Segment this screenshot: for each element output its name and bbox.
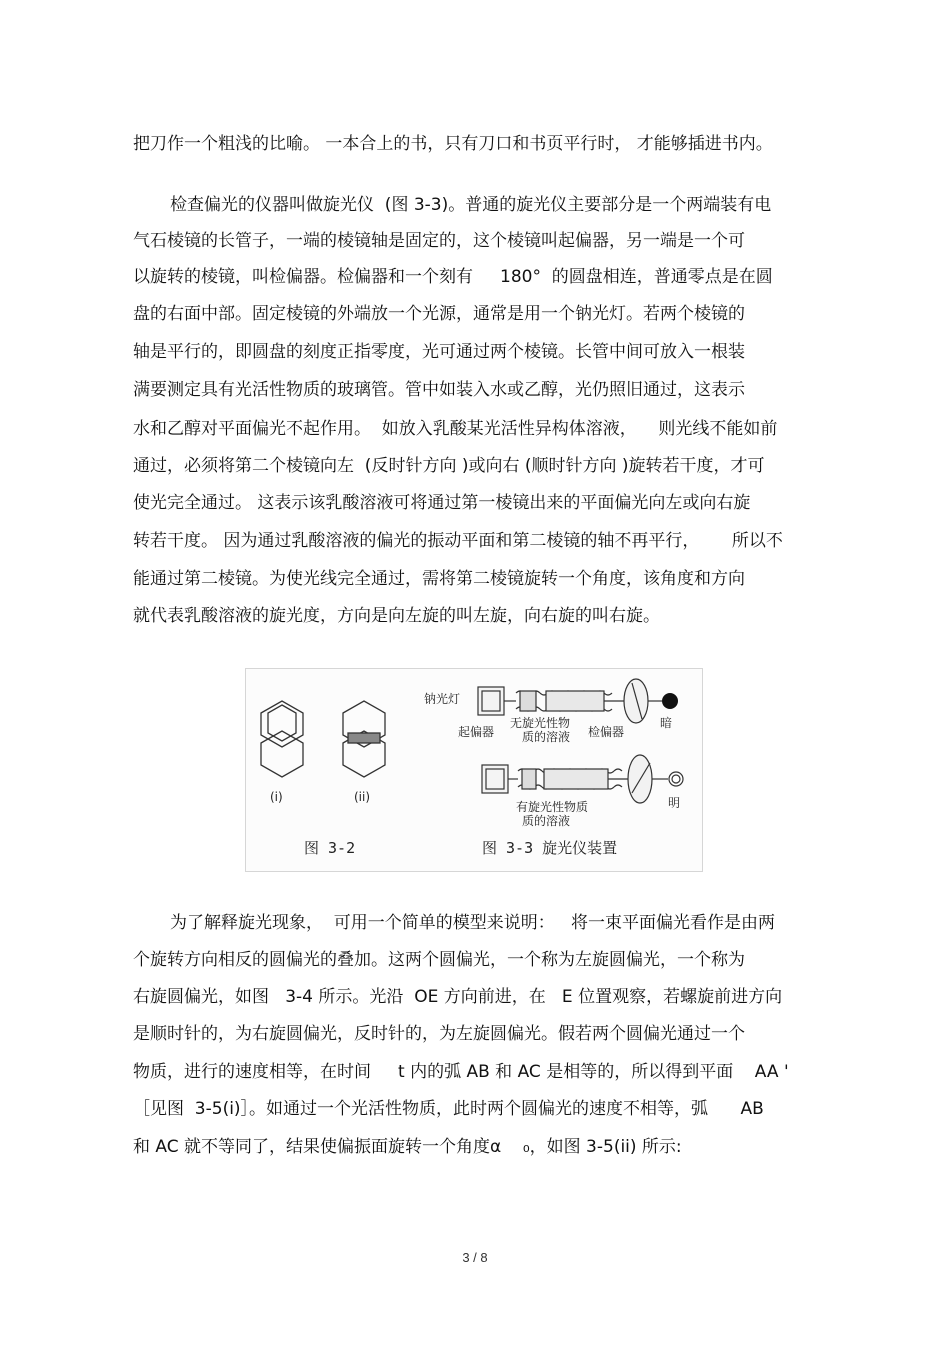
label-analyzer: 检偏器	[588, 725, 625, 739]
hexagon-pair-i	[261, 701, 303, 777]
paragraph-line: 物质，进行的速度相等，在时间 t 内的弧 AB 和 AC 是相等的，所以得到平面 AA '	[133, 1062, 789, 1082]
paragraph-line: 右旋圆偏光，如图 3-4 所示。光沿 OE 方向前进，在 E 位置观察，若螺旋前进方向	[133, 987, 783, 1007]
paragraph-line: 个旋转方向相反的圆偏光的叠加。这两个圆偏光，一个称为左旋圆偏光，一个称为	[133, 950, 745, 970]
paragraph-line: 和 AC 就不等同了，结果使偏振面旋转一个角度α ₀，如图 3-5(ii) 所示:	[133, 1137, 682, 1157]
label-no-optical-2: 质的溶液	[522, 730, 571, 744]
page-number: 3 / 8	[462, 1250, 488, 1265]
paragraph-line: 能通过第二棱镜。为使光线完全通过，需将第二棱镜旋转一个角度，该角度和方向	[133, 569, 745, 589]
dark-dot-icon	[662, 693, 678, 709]
paragraph-line: 为了解释旋光现象， 可用一个简单的模型来说明： 将一束平面偏光看作是由两	[170, 913, 776, 933]
apparatus-bottom	[482, 755, 683, 803]
paragraph-line: 把刀作一个粗浅的比喻。 一本合上的书，只有刀口和书页平行时， 才能够插进书内。	[133, 134, 773, 154]
paragraph-line: 通过，必须将第二个棱镜向左 (反时针方向 )或向右 (顺时针方向 )旋转若干度，才可	[133, 456, 765, 476]
caption-fig-3-2: 图 3-2	[304, 839, 356, 857]
paragraph-line: 盘的右面中部。固定棱镜的外端放一个光源，通常是用一个钠光灯。若两个棱镜的	[133, 304, 745, 324]
figure-label-ii: (ii)	[354, 790, 371, 804]
label-optical-1: 有旋光性物质	[516, 800, 589, 814]
paragraph-line: 转若干度。 因为通过乳酸溶液的偏光的振动平面和第二棱镜的轴不再平行， 所以不	[133, 531, 783, 551]
figure-drawing	[246, 669, 702, 871]
figure-label-i: (i)	[270, 790, 283, 804]
label-dark: 暗	[660, 716, 673, 730]
label-no-optical-1: 无旋光性物	[510, 716, 571, 730]
caption-fig-3-3: 图 3-3 旋光仪装置	[482, 839, 618, 857]
paragraph-line: 水和乙醇对平面偏光不起作用。 如放入乳酸某光活性异构体溶液， 则光线不能如前	[133, 419, 778, 439]
paragraph-line: 检查偏光的仪器叫做旋光仪 (图 3-3)。普通的旋光仪主要部分是一个两端装有电	[170, 195, 772, 215]
label-sodium-lamp: 钠光灯	[424, 692, 461, 706]
paragraph-line: 气石棱镜的长管子，一端的棱镜轴是固定的，这个棱镜叫起偏器，另一端是一个可	[133, 231, 745, 251]
paragraph-line: 使光完全通过。 这表示该乳酸溶液可将通过第一棱镜出来的平面偏光向左或向右旋	[133, 493, 751, 513]
figure-polarimeter	[245, 668, 703, 872]
paragraph-line: 以旋转的棱镜，叫检偏器。检偏器和一个刻有 180° 的圆盘相连，普通零点是在圆	[133, 267, 773, 287]
paragraph-line: 就代表乳酸溶液的旋光度，方向是向左旋的叫左旋，向右旋的叫右旋。	[133, 606, 660, 626]
paragraph-line: 轴是平行的，即圆盘的刻度正指零度，光可通过两个棱镜。长管中间可放入一根装	[133, 342, 745, 362]
label-polarizer: 起偏器	[458, 725, 495, 739]
paragraph-line: 满要测定具有光活性物质的玻璃管。管中如装入水或乙醇，光仍照旧通过，这表示	[133, 380, 745, 400]
paragraph-line: ［见图 3-5(i)］。如通过一个光活性物质，此时两个圆偏光的速度不相等，弧 AB	[133, 1099, 764, 1119]
hexagon-pair-ii	[343, 701, 385, 777]
label-optical-2: 质的溶液	[522, 814, 571, 828]
label-bright: 明	[668, 796, 681, 810]
paragraph-line: 是顺时针的，为右旋圆偏光，反时针的，为左旋圆偏光。假若两个圆偏光通过一个	[133, 1024, 745, 1044]
